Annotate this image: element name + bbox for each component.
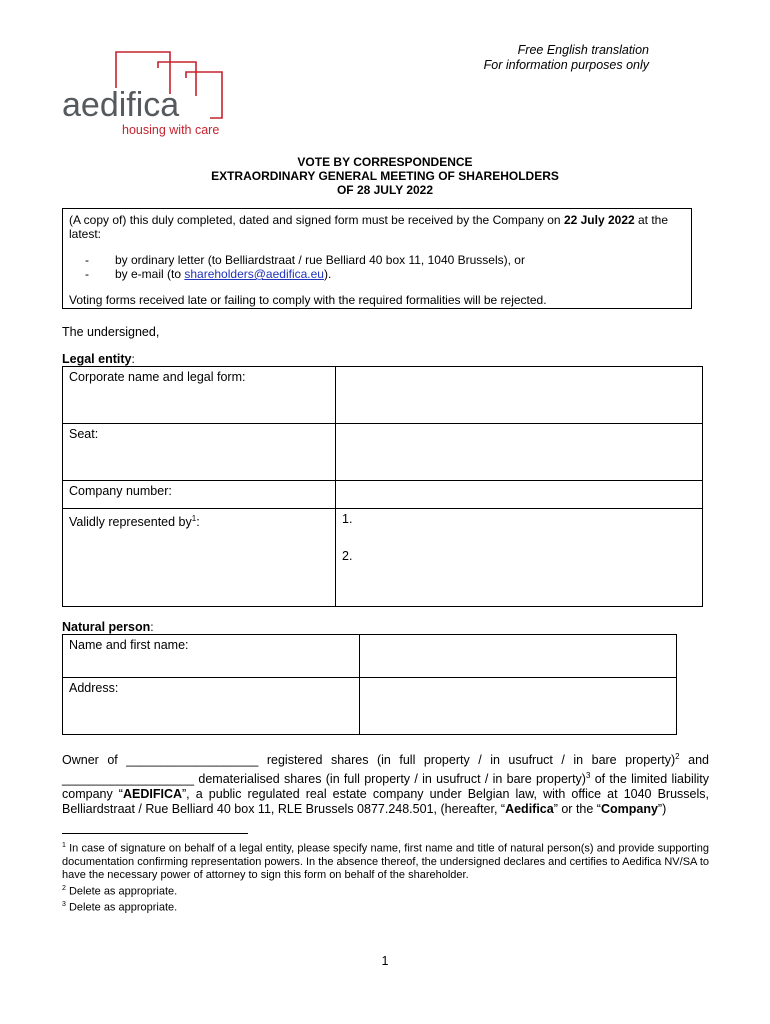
natural-person-colon: : — [150, 620, 154, 634]
footnotes — [62, 839, 709, 915]
company-word-bold: Company — [600, 802, 658, 817]
table-row — [63, 424, 703, 481]
footnote-number: 3 — [62, 901, 66, 909]
undersigned-label: The undersigned, — [62, 325, 160, 339]
company-number-field[interactable] — [336, 481, 703, 509]
footnote-1 — [62, 839, 709, 882]
footnote-text: Delete as appropriate. — [65, 885, 178, 898]
footnote-ref-1: 1 — [191, 514, 197, 523]
owner-text-2: and ___________________ dematerialised shares (in full property / in usufruct / in bare property) — [62, 753, 709, 787]
method-email-text: by e-mail (to — [115, 267, 185, 281]
submission-notice-box — [62, 208, 692, 309]
representative-2: 2. — [342, 549, 353, 563]
notice-intro-text: (A copy of) this duly completed, dated and signed form must be received by the Company on — [69, 213, 564, 227]
title-line-3: OF 28 JULY 2022 — [336, 183, 434, 197]
footnote-3 — [62, 898, 709, 915]
translation-line-2: For information purposes only — [483, 58, 649, 72]
owner-text-4: ”, a public regulated real estate company under Belgian law, with office at 1040 Brussels, Belliardstraat / Rue Belliard 40 box 11, RLE Brussels 0877.248.501, (hereafter, “ — [62, 787, 709, 817]
footnote-text: Delete as appropriate. — [65, 901, 178, 914]
title-line-1: VOTE BY CORRESPONDENCE — [297, 155, 473, 169]
method-email — [85, 267, 685, 281]
address-label: Address: — [63, 678, 360, 735]
owner-text-6: ”) — [657, 802, 667, 817]
translation-note — [484, 43, 649, 73]
represented-by-label — [63, 509, 336, 607]
corporate-name-label: Corporate name and legal form: — [63, 367, 336, 424]
owner-text-3: of the limited liability company “ — [62, 772, 710, 802]
owner-text-1: Owner of ___________________ registered shares (in full property / in usufruct / in bare property) — [62, 753, 676, 768]
page-number: 1 — [381, 954, 389, 968]
list-dash: - — [85, 253, 89, 267]
table-row — [63, 509, 703, 607]
footnote-2 — [62, 882, 709, 899]
table-row — [63, 367, 703, 424]
legal-entity-heading — [62, 352, 135, 366]
company-name-bold: AEDIFICA — [122, 787, 183, 802]
shareholders-email-link[interactable]: shareholders@aedifica.eu — [184, 267, 324, 281]
submission-methods-list — [85, 253, 685, 281]
legal-entity-colon: : — [131, 352, 135, 366]
title-line-2: EXTRAORDINARY GENERAL MEETING OF SHAREHOLDERS — [211, 169, 559, 183]
late-forms-warning: Voting forms received late or failing to comply with the required formalities will be rejected. — [69, 293, 547, 307]
aedifica-logo — [60, 48, 230, 140]
footnote-text: In case of signature on behalf of a legal entity, please specify name, first name and title of natural person(s) and provide supporting documentation confirming representation powers. In the absence thereof, the undersigned declares and certifies to Aedifica NV/SA to have the necessary power of attorney to sign this form on behalf of the shareholder. — [62, 842, 709, 881]
aedifica-bold: Aedifica — [505, 802, 554, 817]
list-dash: - — [85, 267, 89, 281]
footnote-ref-2: 2 — [675, 752, 680, 761]
representative-1: 1. — [342, 512, 353, 526]
footnote-ref-3: 3 — [585, 771, 591, 781]
logo-tagline: housing with care — [122, 123, 220, 137]
legal-entity-label: Legal entity — [62, 352, 132, 366]
document-title — [0, 155, 770, 197]
corporate-name-field[interactable] — [336, 367, 703, 424]
notice-deadline-date: 22 July 2022 — [563, 213, 635, 227]
table-row — [63, 678, 677, 735]
table-row — [63, 481, 703, 509]
notice-intro — [69, 213, 685, 241]
logo-wordmark: aedifica — [62, 86, 180, 124]
footnote-divider — [62, 833, 248, 834]
footnote-number: 1 — [62, 842, 66, 849]
natural-person-heading — [62, 620, 154, 634]
table-row — [63, 635, 677, 678]
method-letter-text: by ordinary letter (to Belliardstraat / rue Belliard 40 box 11, 1040 Brussels), or — [115, 253, 525, 267]
seat-field[interactable] — [336, 424, 703, 481]
owner-text-5: ” or the “ — [553, 802, 601, 817]
representatives-field[interactable] — [336, 509, 703, 607]
natural-person-label: Natural person — [62, 620, 151, 634]
natural-person-table — [62, 634, 677, 735]
name-field[interactable] — [360, 635, 677, 678]
seat-label: Seat: — [63, 424, 336, 481]
address-field[interactable] — [360, 678, 677, 735]
method-email-end: ). — [323, 267, 332, 281]
name-label: Name and first name: — [63, 635, 360, 678]
ownership-statement — [62, 749, 709, 817]
legal-entity-table — [62, 366, 703, 607]
translation-line-1: Free English translation — [517, 43, 649, 57]
company-number-label: Company number: — [63, 481, 336, 509]
method-letter — [85, 253, 685, 267]
represented-by-text: Validly represented by — [69, 515, 192, 530]
notice-intro-end: at the latest: — [69, 213, 669, 241]
footnote-number: 2 — [62, 884, 66, 892]
represented-by-colon: : — [196, 515, 200, 530]
